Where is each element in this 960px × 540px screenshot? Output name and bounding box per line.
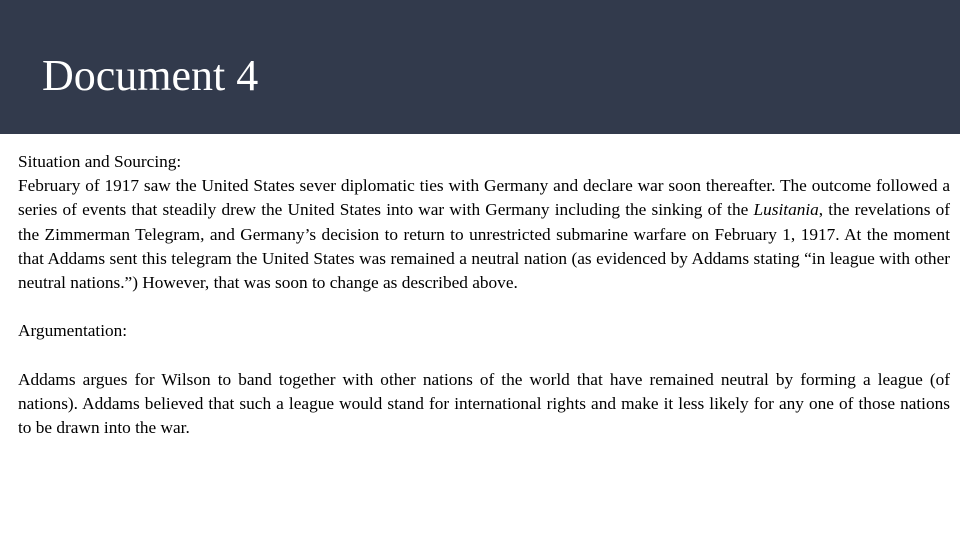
lusitania-italic: Lusitania xyxy=(753,200,819,220)
argumentation-heading: Argumentation: xyxy=(18,321,128,341)
argumentation-paragraph: Addams argues for Wilson to band together with other nations of the world that have remained neutral by forming a league (of nations). Addams believed that such a league would stand for international rights and make it less likely for any one of those nations to be drawn into the war. xyxy=(18,369,950,438)
sourcing-heading: Situation and Sourcing: xyxy=(18,152,182,171)
title-banner xyxy=(0,0,960,134)
sourcing-paragraph xyxy=(18,174,950,295)
slide-body xyxy=(18,150,950,440)
sourcing-text-end: , the revelations of the Zimmerman Telegram, and Germany’s decision to return to unrestricted submarine warfare on February 1, 1917. At the moment that Addams sent this telegram the United States was remained a neutral nation (as evidenced by Addams stating “in league with other neutral nations.”) However, that was soon to change as described above. xyxy=(18,200,951,293)
slide-title: Document 4 xyxy=(42,51,259,100)
paragraph-spacer xyxy=(18,295,950,319)
sourcing-text-start: February of 1917 saw the United States sever diplomatic ties with Germany and declare war soon thereafter. The outcome followed a series of events that steadily drew the United States into war with Germany including the sinking of the xyxy=(18,176,950,220)
paragraph-spacer xyxy=(18,344,950,368)
